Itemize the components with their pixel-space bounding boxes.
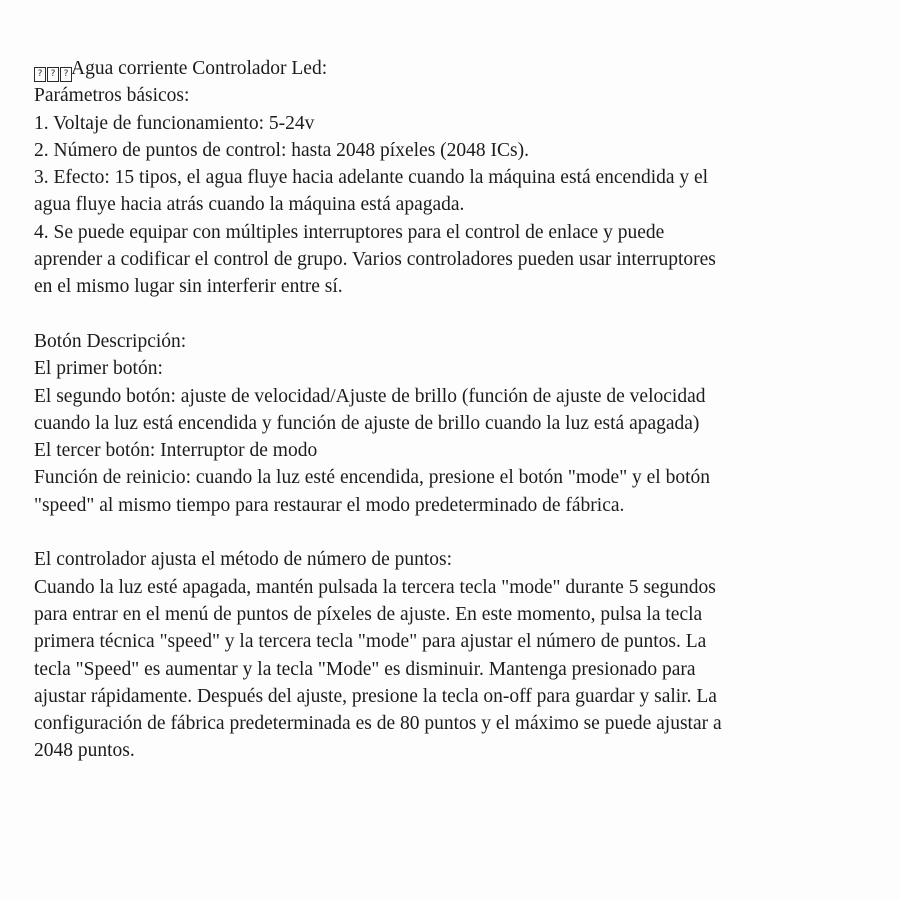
points-line: ajustar rápidamente. Después del ajuste, presione la tecla on-off para guardar y salir. La bbox=[34, 685, 717, 707]
unrendered-glyphs bbox=[34, 57, 70, 79]
param-line: 1. Voltaje de funcionamiento: 5-24v bbox=[34, 112, 315, 134]
param-line: 4. Se puede equipar con múltiples interruptores para el control de enlace y puede bbox=[34, 221, 665, 243]
param-line: 3. Efecto: 15 tipos, el agua fluye hacia adelante cuando la máquina está encendida y el bbox=[34, 167, 709, 189]
points-line: Cuando la luz esté apagada, mantén pulsada la tercera tecla "mode" durante 5 segundos bbox=[34, 576, 716, 598]
button-line: El segundo botón: ajuste de velocidad/Ajuste de brillo (función de ajuste de velocidad bbox=[34, 385, 706, 407]
points-line: 2048 puntos. bbox=[34, 740, 135, 762]
button-line: Función de reinicio: cuando la luz esté encendida, presione el botón "mode" y el botón bbox=[34, 467, 711, 489]
unrendered-glyph: ? bbox=[60, 67, 72, 82]
document-body bbox=[34, 55, 884, 765]
paragraph-gap bbox=[34, 519, 884, 546]
document-title-line bbox=[34, 55, 884, 82]
param-line: agua fluye hacia atrás cuando la máquina está apagada. bbox=[34, 194, 465, 216]
points-line: primera técnica "speed" y la tercera tecla "mode" para ajustar el número de puntos. La bbox=[34, 631, 707, 653]
unrendered-glyph: ? bbox=[47, 67, 59, 82]
points-line: tecla "Speed" es aumentar y la tecla "Mode" es disminuir. Mantenga presionado para bbox=[34, 658, 696, 680]
button-line: El primer botón: bbox=[34, 358, 163, 380]
document-title: Agua corriente Controlador Led: bbox=[71, 58, 328, 79]
param-line: aprender a codificar el control de grupo. Varios controladores pueden usar interruptores bbox=[34, 249, 716, 271]
param-line: 2. Número de puntos de control: hasta 2048 píxeles (2048 ICs). bbox=[34, 139, 529, 161]
paragraph-gap bbox=[34, 301, 884, 328]
buttons-header: Botón Descripción: bbox=[34, 330, 187, 352]
button-line: cuando la luz está encendida y función de ajuste de brillo cuando la luz está apagada) bbox=[34, 412, 700, 434]
unrendered-glyph: ? bbox=[34, 67, 46, 82]
params-header: Parámetros básicos: bbox=[34, 85, 190, 107]
button-line: "speed" al mismo tiempo para restaurar el modo predeterminado de fábrica. bbox=[34, 494, 625, 516]
param-line: en el mismo lugar sin interferir entre sí. bbox=[34, 276, 343, 298]
points-header: El controlador ajusta el método de número de puntos: bbox=[34, 549, 453, 571]
points-line: configuración de fábrica predeterminada es de 80 puntos y el máximo se puede ajustar a bbox=[34, 713, 722, 735]
points-line: para entrar en el menú de puntos de píxeles de ajuste. En este momento, pulsa la tecla bbox=[34, 603, 703, 625]
button-line: El tercer botón: Interruptor de modo bbox=[34, 440, 318, 462]
